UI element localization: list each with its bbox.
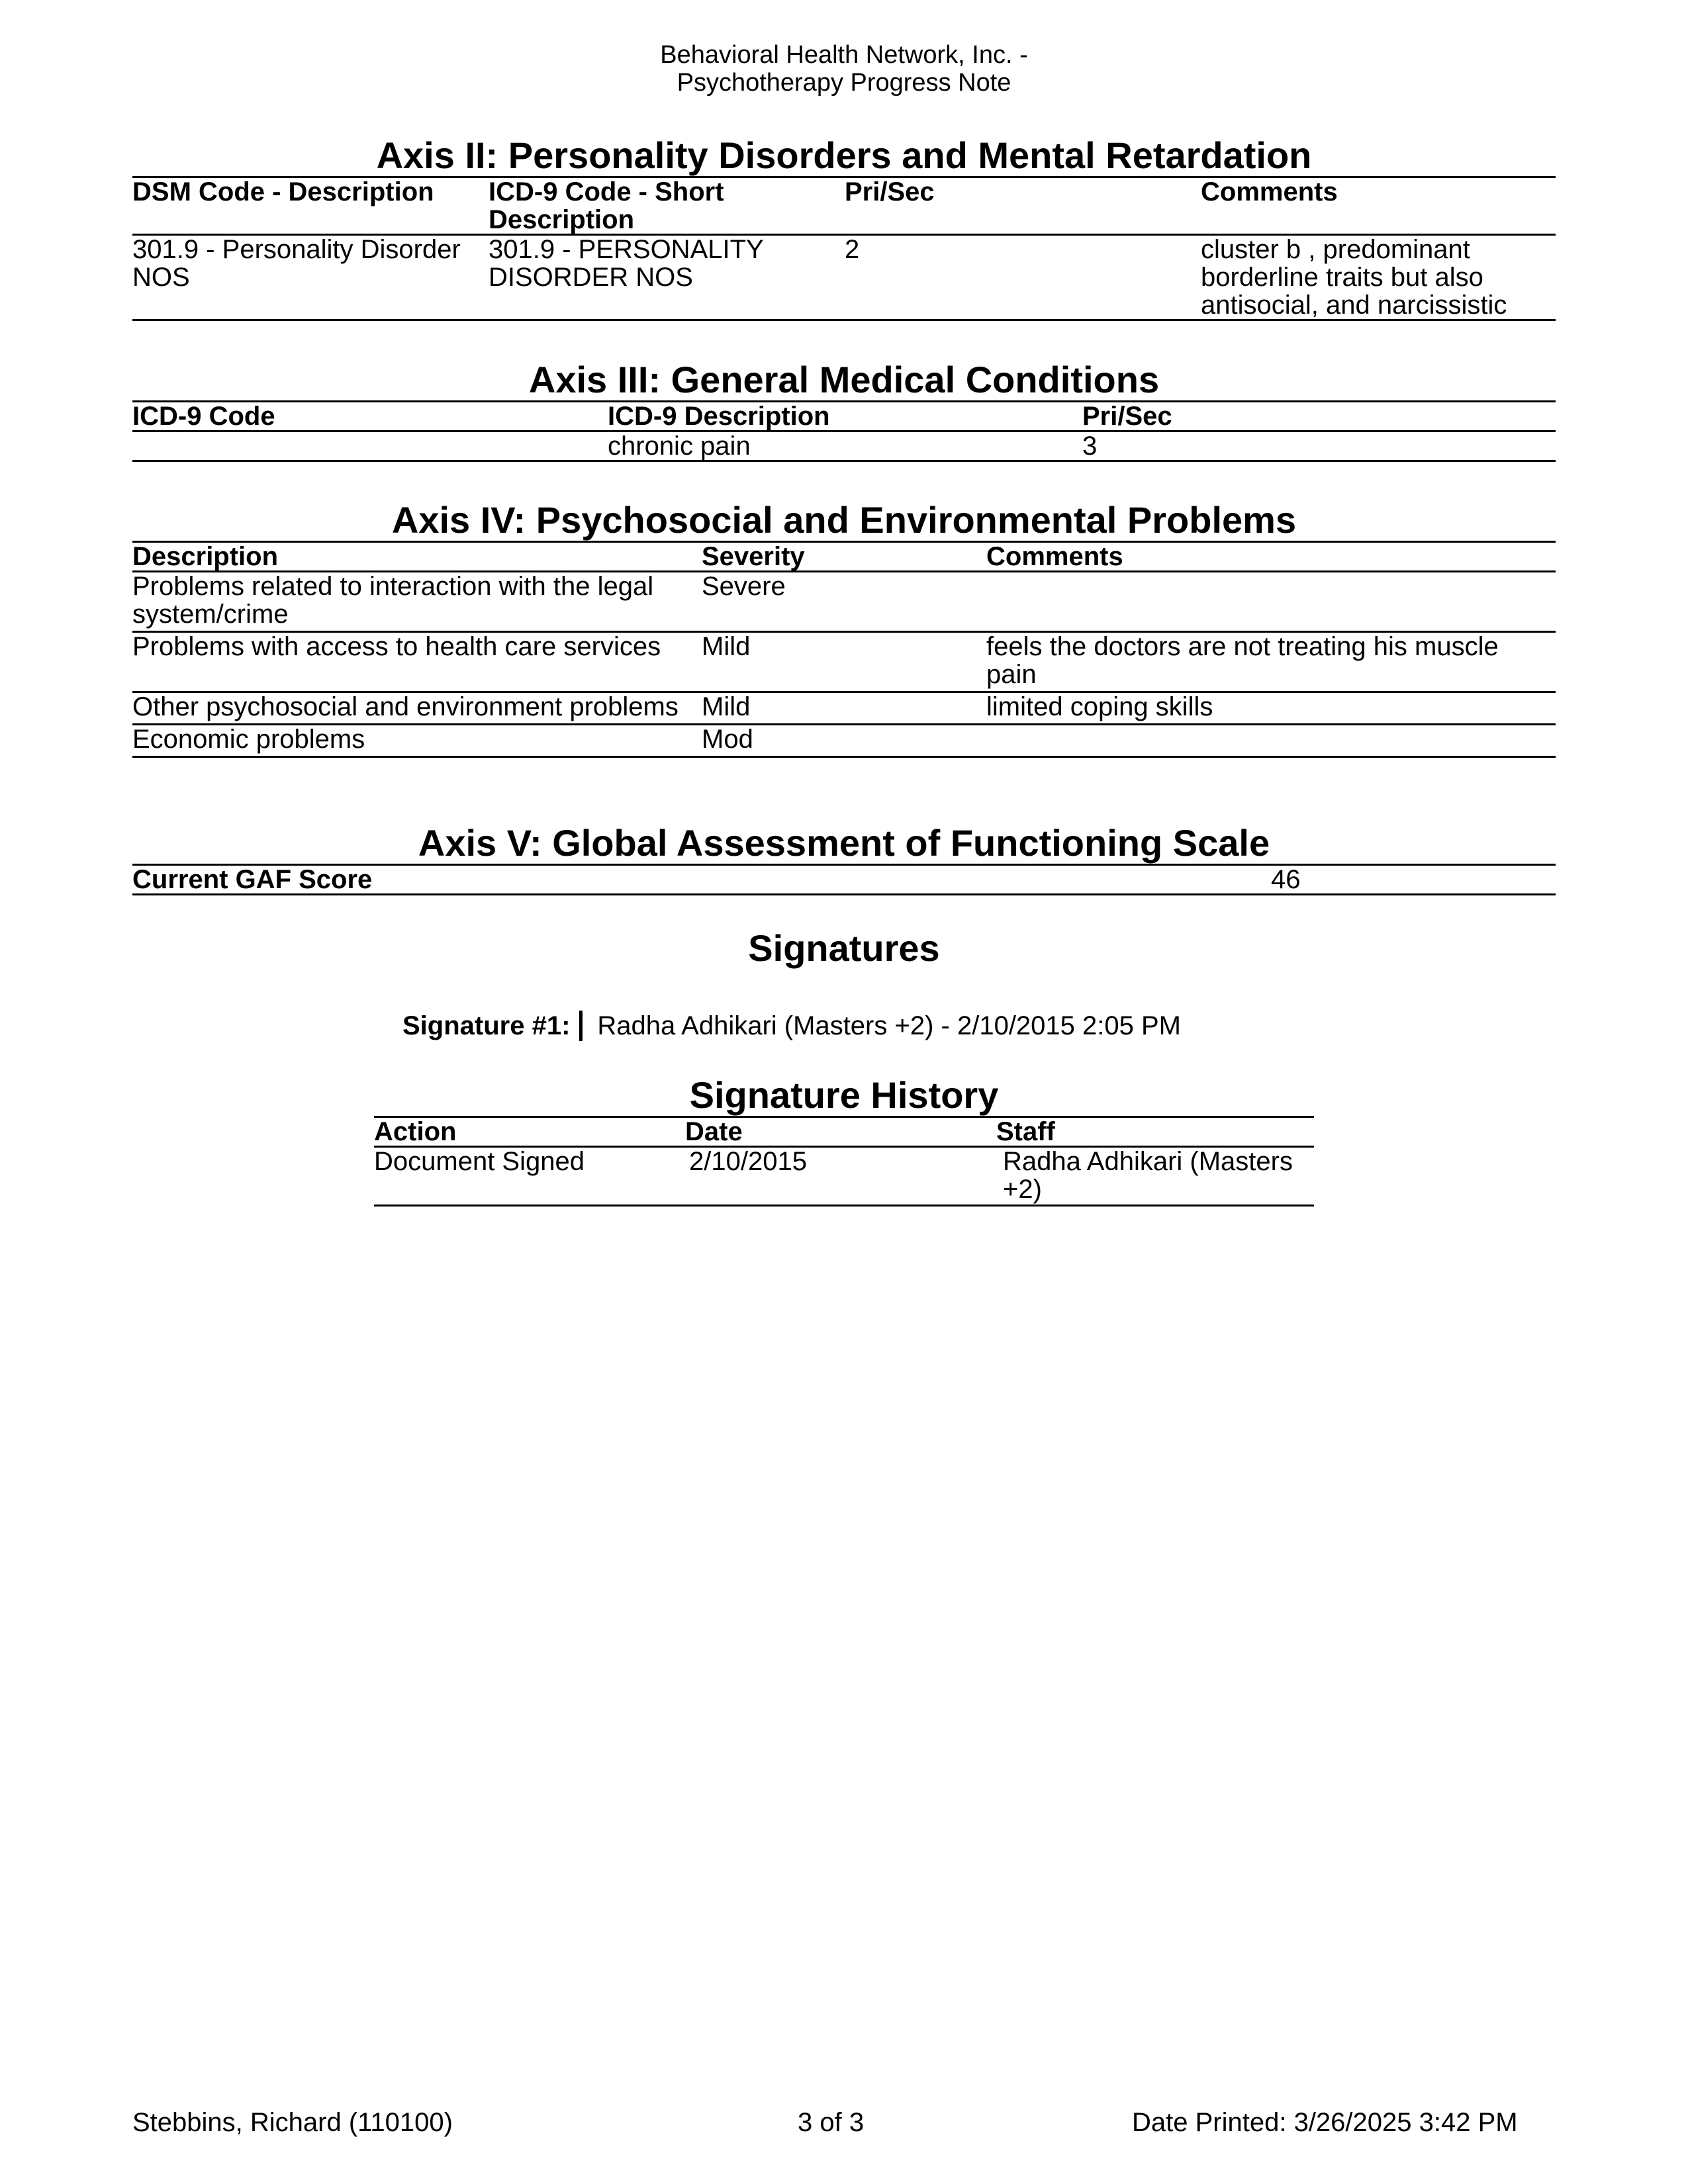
table-row	[132, 572, 1556, 632]
pri-sec-cell: 2	[845, 235, 1201, 320]
axis-iv-table	[132, 543, 1556, 758]
icd9-code-cell	[132, 432, 608, 461]
axis-v-section	[132, 823, 1556, 895]
column-header: Comments	[986, 543, 1556, 572]
signature-history-section	[374, 1075, 1314, 1206]
table-row	[132, 235, 1556, 320]
footer-page-number: 3 of 3	[798, 2108, 865, 2137]
description-cell: Economic problems	[132, 725, 702, 757]
severity-cell: Mild	[702, 632, 986, 692]
axis-iv-section	[132, 500, 1556, 758]
signature-value: Radha Adhikari (Masters +2) - 2/10/2015 2:05 PM	[597, 1011, 1181, 1040]
table-row	[132, 692, 1556, 725]
signature-history-table	[374, 1118, 1314, 1206]
description-cell: Problems with access to health care services	[132, 632, 702, 692]
column-header: Pri/Sec	[845, 178, 1201, 235]
document-header	[0, 41, 1688, 97]
axis-iv-title: Axis IV: Psychosocial and Environmental Problems	[132, 500, 1556, 543]
organization-name: Behavioral Health Network, Inc. -	[660, 41, 1028, 69]
axis-ii-table	[132, 178, 1556, 321]
comments-cell: limited coping skills	[986, 692, 1556, 725]
signature-divider	[579, 1011, 583, 1041]
column-header: Staff	[996, 1118, 1314, 1147]
severity-cell: Mild	[702, 692, 986, 725]
signatures-title: Signatures	[748, 927, 940, 969]
gaf-score-label: Current GAF Score	[132, 866, 1271, 895]
staff-cell: Radha Adhikari (Masters +2)	[996, 1147, 1314, 1206]
comments-cell	[986, 725, 1556, 757]
axis-ii-title: Axis II: Personality Disorders and Mental Retardation	[132, 135, 1556, 178]
comments-cell: cluster b , predominant borderline traits but also antisocial, and narcissistic	[1201, 235, 1556, 320]
severity-cell: Severe	[702, 572, 986, 632]
column-header: DSM Code - Description	[132, 178, 489, 235]
action-cell: Document Signed	[374, 1147, 685, 1206]
column-header: Date	[685, 1118, 996, 1147]
dsm-code-cell: 301.9 - Personality Disorder NOS	[132, 235, 489, 320]
column-header: ICD-9 Description	[608, 402, 1082, 432]
column-header: Description	[132, 543, 702, 572]
table-header-row	[132, 402, 1556, 432]
table-header-row	[132, 178, 1556, 235]
signature-history-title: Signature History	[374, 1075, 1314, 1118]
column-header: Comments	[1201, 178, 1556, 235]
axis-iii-title: Axis III: General Medical Conditions	[132, 359, 1556, 402]
axis-iii-section	[132, 359, 1556, 462]
document-type: Psychotherapy Progress Note	[677, 69, 1011, 97]
axis-iii-table	[132, 402, 1556, 462]
table-header-row	[132, 543, 1556, 572]
pri-sec-cell: 3	[1082, 432, 1556, 461]
comments-cell	[986, 572, 1556, 632]
footer-date-printed: Date Printed: 3/26/2025 3:42 PM	[1132, 2108, 1518, 2137]
severity-cell: Mod	[702, 725, 986, 757]
column-header: Severity	[702, 543, 986, 572]
column-header: ICD-9 Code	[132, 402, 608, 432]
description-cell: Problems related to interaction with the legal system/crime	[132, 572, 702, 632]
icd9-description-cell: chronic pain	[608, 432, 1082, 461]
column-header: ICD-9 Code - Short Description	[489, 178, 845, 235]
axis-v-title: Axis V: Global Assessment of Functioning Scale	[132, 823, 1556, 866]
table-row	[132, 632, 1556, 692]
signature-label: Signature #1:	[402, 1011, 571, 1040]
gaf-score-value: 46	[1271, 866, 1556, 895]
signature-line	[402, 1010, 1181, 1042]
table-row	[132, 725, 1556, 757]
column-header: Action	[374, 1118, 685, 1147]
table-row	[374, 1147, 1314, 1206]
axis-ii-section	[132, 135, 1556, 321]
description-cell: Other psychosocial and environment problems	[132, 692, 702, 725]
table-row	[132, 432, 1556, 461]
axis-v-table	[132, 866, 1556, 895]
date-cell: 2/10/2015	[685, 1147, 996, 1206]
table-header-row	[374, 1118, 1314, 1147]
footer-patient: Stebbins, Richard (110100)	[132, 2108, 453, 2137]
icd9-code-cell: 301.9 - PERSONALITY DISORDER NOS	[489, 235, 845, 320]
comments-cell: feels the doctors are not treating his muscle pain	[986, 632, 1556, 692]
table-row	[132, 866, 1556, 895]
column-header: Pri/Sec	[1082, 402, 1556, 432]
